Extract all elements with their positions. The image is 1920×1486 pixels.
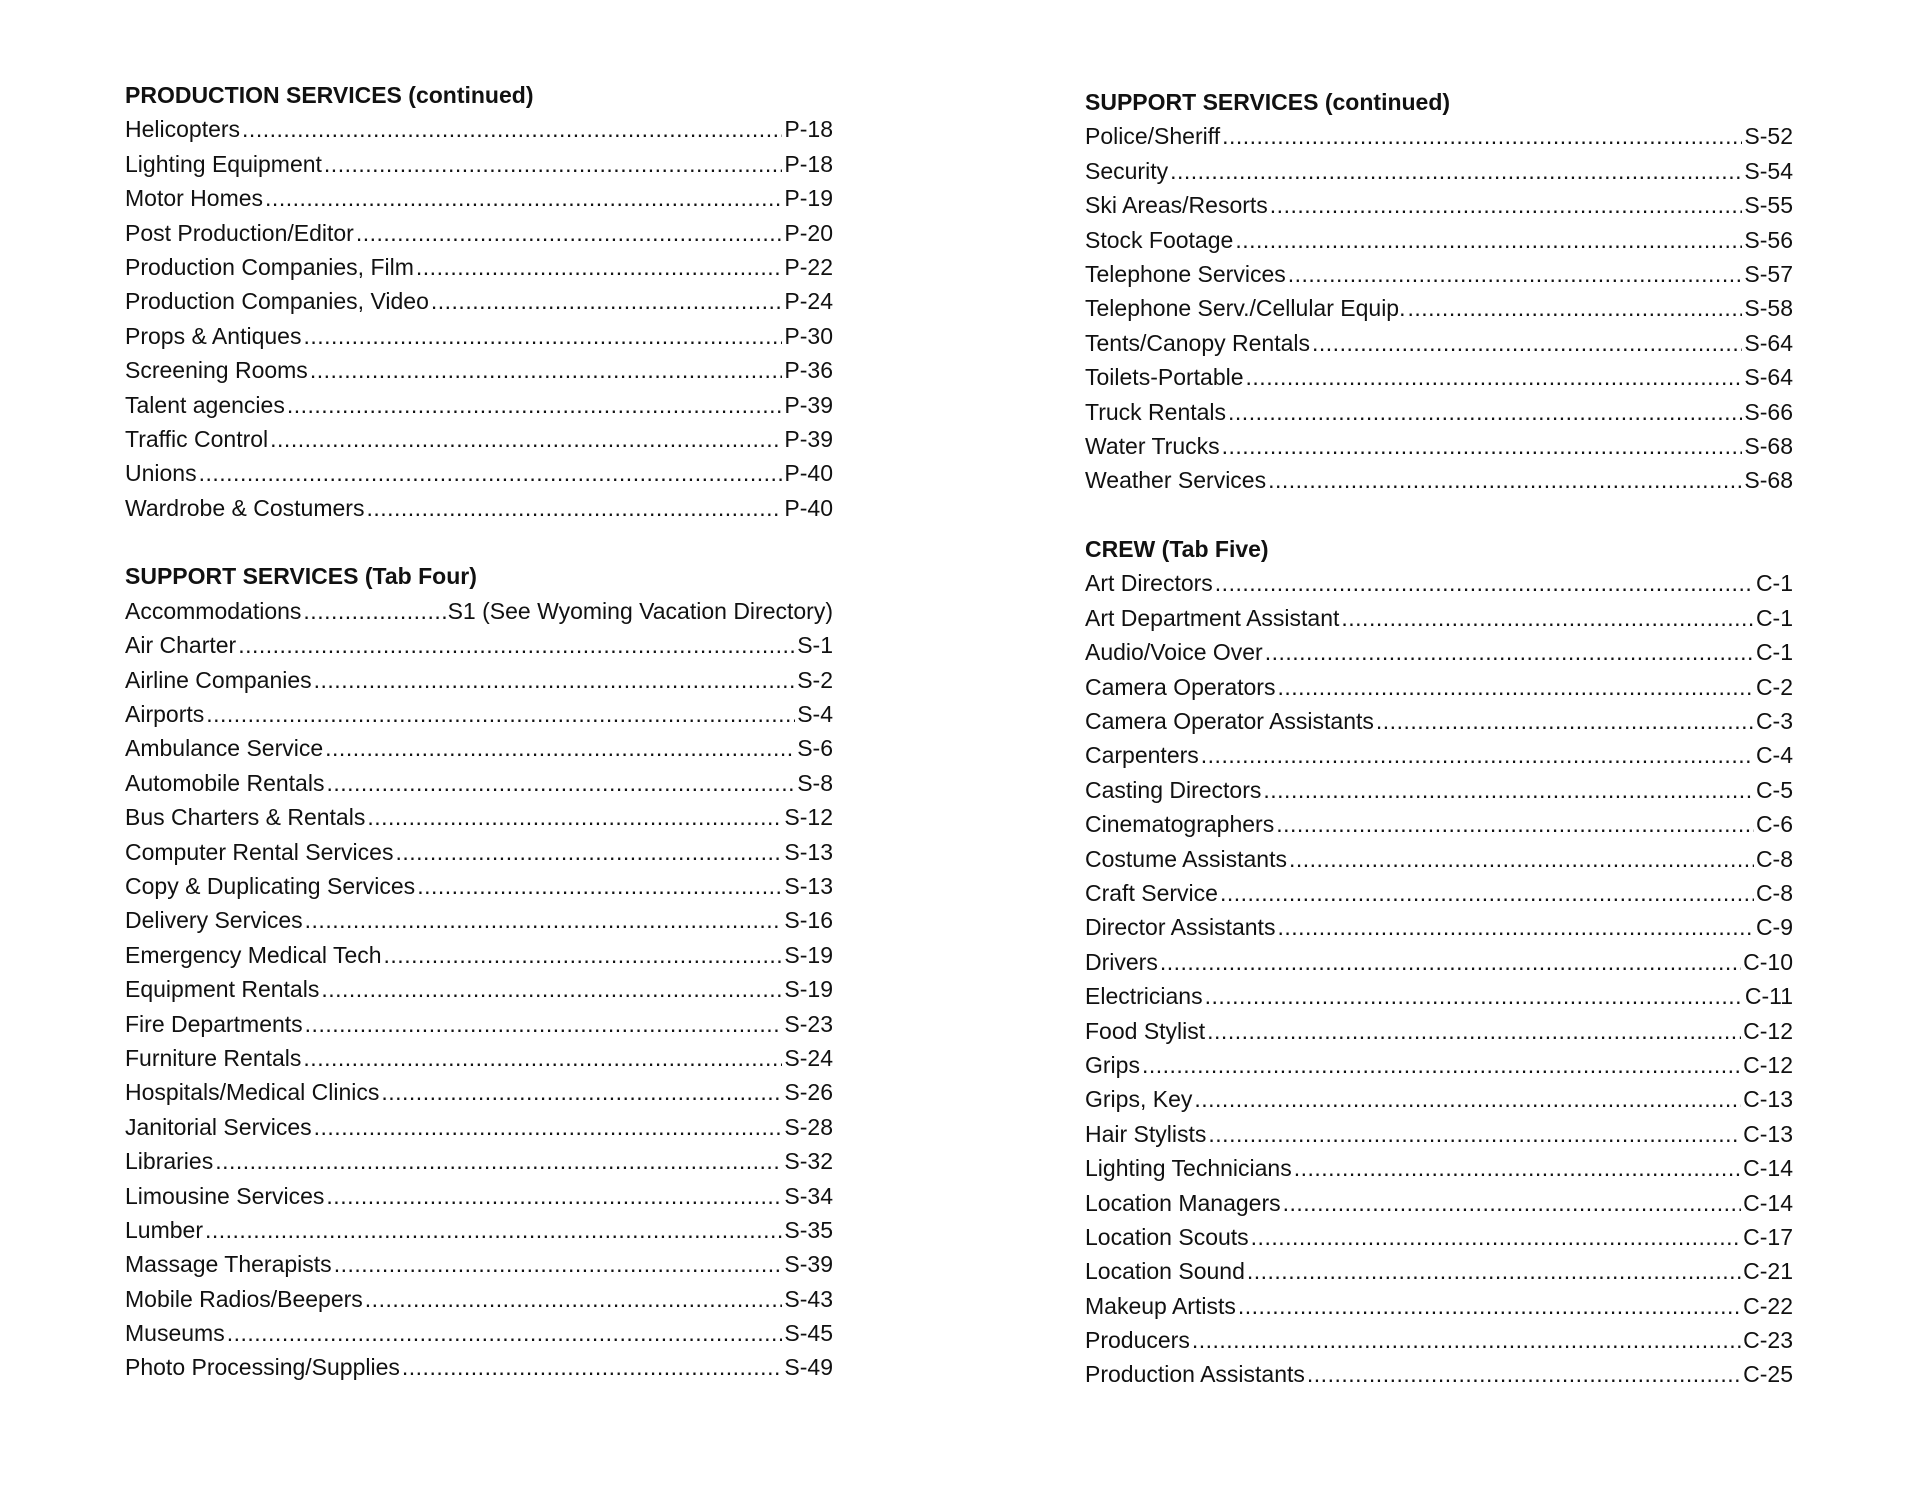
entry-label: Lighting Technicians: [1085, 1155, 1292, 1182]
dot-leader: [1222, 429, 1743, 463]
directory-entry: [1085, 842, 1793, 876]
dot-leader: [334, 1247, 783, 1281]
dot-leader: [199, 456, 783, 490]
entry-page-ref: S-49: [784, 1354, 833, 1381]
entry-page-ref: C-25: [1743, 1361, 1793, 1388]
entry-label: Truck Rentals: [1085, 398, 1227, 425]
directory-entry: [125, 1075, 833, 1109]
directory-entry: [125, 628, 833, 662]
entry-label: Fire Departments: [125, 1010, 303, 1037]
section-heading: SUPPORT SERVICES (continued): [1085, 89, 1451, 115]
entry-page-ref: C-14: [1743, 1189, 1793, 1216]
directory-section: [125, 559, 833, 1384]
directory-entry: [125, 353, 833, 387]
entry-page-ref: C-4: [1755, 742, 1793, 769]
directory-entry: [125, 697, 833, 731]
entry-label: Libraries: [125, 1148, 214, 1175]
dot-leader: [303, 319, 782, 353]
directory-entry: [125, 835, 833, 869]
entry-label: Furniture Rentals: [125, 1044, 302, 1071]
entry-page-ref: C-14: [1743, 1155, 1793, 1182]
entry-label: Telephone Serv./Cellular Equip.: [1085, 295, 1406, 322]
directory-entry: [1085, 1289, 1793, 1323]
directory-entry: [1085, 188, 1793, 222]
directory-entry: [125, 284, 833, 318]
dot-leader: [417, 869, 782, 903]
entry-page-ref: S-2: [797, 666, 833, 693]
entry-page-ref: S-16: [784, 907, 833, 934]
directory-entry: [1085, 1220, 1793, 1254]
entry-label: Director Assistants: [1085, 914, 1276, 941]
entry-page-ref: S-28: [784, 1113, 833, 1140]
entry-page-ref: S-66: [1744, 398, 1793, 425]
directory-entry: [1085, 670, 1793, 704]
dot-leader: [314, 1110, 783, 1144]
dot-leader: [367, 800, 782, 834]
dot-leader: [265, 181, 782, 215]
dot-leader: [1270, 188, 1743, 222]
entry-page-ref: P-40: [784, 460, 833, 487]
entry-label: Cinematographers: [1085, 811, 1275, 838]
directory-entry: [125, 903, 833, 937]
dot-leader: [305, 1007, 783, 1041]
dot-leader: [270, 422, 782, 456]
entry-label: Electricians: [1085, 983, 1203, 1010]
directory-entry: [1085, 566, 1793, 600]
dot-leader: [1192, 1323, 1741, 1357]
entry-page-ref: P-20: [784, 219, 833, 246]
dot-leader: [1215, 566, 1754, 600]
dot-leader: [303, 594, 445, 628]
entry-page-ref: S-64: [1744, 329, 1793, 356]
dot-leader: [1251, 1220, 1741, 1254]
entry-label: Photo Processing/Supplies: [125, 1354, 400, 1381]
entry-label: Bus Charters & Rentals: [125, 804, 366, 831]
entry-label: Camera Operator Assistants: [1085, 708, 1374, 735]
entry-label: Costume Assistants: [1085, 845, 1287, 872]
dot-leader: [215, 1144, 782, 1178]
dot-leader: [431, 284, 783, 318]
entry-page-ref: S-8: [797, 769, 833, 796]
entry-page-ref: C-13: [1743, 1120, 1793, 1147]
directory-entry: [125, 181, 833, 215]
dot-leader: [1263, 773, 1754, 807]
entry-label: Automobile Rentals: [125, 769, 325, 796]
directory-entry: [1085, 1151, 1793, 1185]
directory-entry: [125, 1282, 833, 1316]
entry-label: Weather Services: [1085, 467, 1267, 494]
directory-entry: [125, 112, 833, 146]
directory-entry: [1085, 1048, 1793, 1082]
dot-leader: [1341, 601, 1754, 635]
entry-label: Museums: [125, 1320, 225, 1347]
dot-leader: [1170, 154, 1742, 188]
entry-page-ref: S-35: [784, 1216, 833, 1243]
directory-entry: [1085, 1082, 1793, 1116]
entry-label: Security: [1085, 157, 1169, 184]
entry-label: Carpenters: [1085, 742, 1199, 769]
entry-page-ref: S-68: [1744, 432, 1793, 459]
directory-entry: [1085, 257, 1793, 291]
directory-entry: [125, 972, 833, 1006]
entry-page-ref: P-40: [784, 494, 833, 521]
entry-label: Wardrobe & Costumers: [125, 494, 365, 521]
directory-entry: [1085, 119, 1793, 153]
dot-leader: [1208, 1117, 1741, 1151]
dot-leader: [1289, 842, 1754, 876]
directory-entry: [1085, 910, 1793, 944]
entry-page-ref: C-1: [1755, 639, 1793, 666]
directory-entry: [125, 1110, 833, 1144]
directory-entry: [1085, 326, 1793, 360]
directory-entry: [125, 491, 833, 525]
entry-page-ref: P-18: [784, 150, 833, 177]
dot-leader: [1407, 291, 1742, 325]
dot-leader: [395, 835, 782, 869]
entry-page-ref: S-32: [784, 1148, 833, 1175]
dot-leader: [1194, 1082, 1741, 1116]
directory-entry: [125, 388, 833, 422]
entry-label: Copy & Duplicating Services: [125, 872, 416, 899]
directory-entry: [1085, 429, 1793, 463]
entry-label: Limousine Services: [125, 1182, 325, 1209]
entry-label: Food Stylist: [1085, 1017, 1206, 1044]
entry-page-ref: S-19: [784, 976, 833, 1003]
entry-label: Airports: [125, 701, 205, 728]
section-heading: CREW (Tab Five): [1085, 536, 1269, 563]
entry-page-ref: S-58: [1744, 295, 1793, 322]
entry-label: Airline Companies: [125, 666, 312, 693]
dot-leader: [1228, 395, 1742, 429]
directory-entry: [1085, 807, 1793, 841]
directory-entry: [125, 422, 833, 456]
entry-label: Tents/Canopy Rentals: [1085, 329, 1311, 356]
entry-label: Air Charter: [125, 632, 237, 659]
dot-leader: [1307, 1357, 1741, 1391]
dot-leader: [1277, 910, 1753, 944]
dot-leader: [1277, 670, 1753, 704]
entry-label: Location Managers: [1085, 1189, 1281, 1216]
directory-entry: [1085, 704, 1793, 738]
entry-page-ref: S-64: [1744, 364, 1793, 391]
dot-leader: [321, 972, 782, 1006]
directory-entry: [1085, 463, 1793, 497]
entry-page-ref: P-30: [784, 322, 833, 349]
dot-leader: [1201, 738, 1754, 772]
section-heading: SUPPORT SERVICES (Tab Four): [125, 563, 477, 590]
entry-label: Casting Directors: [1085, 776, 1262, 803]
section-heading: PRODUCTION SERVICES (continued): [125, 82, 534, 108]
dot-leader: [1222, 119, 1742, 153]
entry-label: Camera Operators: [1085, 673, 1276, 700]
dot-leader: [1294, 1151, 1741, 1185]
entry-label: Janitorial Services: [125, 1113, 312, 1140]
entry-label: Location Sound: [1085, 1258, 1245, 1285]
entry-label: Water Trucks: [1085, 432, 1220, 459]
directory-entry: [125, 216, 833, 250]
entry-label: Screening Rooms: [125, 357, 308, 384]
dot-leader: [1288, 257, 1743, 291]
entry-label: Telephone Services: [1085, 260, 1286, 287]
entry-page-ref: S-13: [784, 872, 833, 899]
entry-label: Accommodations: [125, 597, 302, 624]
entry-label: Production Companies, Video: [125, 288, 429, 315]
entry-page-ref: C-5: [1755, 776, 1793, 803]
dot-leader: [205, 1213, 782, 1247]
entry-label: Grips, Key: [1085, 1086, 1193, 1113]
entry-page-ref: P-22: [784, 253, 833, 280]
directory-entry: [1085, 360, 1793, 394]
dot-leader: [1160, 945, 1741, 979]
entry-page-ref: C-12: [1743, 1051, 1793, 1078]
directory-entry: [125, 456, 833, 490]
entry-label: Ambulance Service: [125, 735, 324, 762]
entry-label: Makeup Artists: [1085, 1292, 1236, 1319]
entry-label: Art Department Assistant: [1085, 604, 1340, 631]
entry-page-ref: S-55: [1744, 192, 1793, 219]
dot-leader: [206, 697, 795, 731]
dot-leader: [1142, 1048, 1741, 1082]
entry-label: Emergency Medical Tech: [125, 941, 382, 968]
directory-entry: [1085, 223, 1793, 257]
directory-entry: [125, 147, 833, 181]
directory-entry: [125, 1213, 833, 1247]
entry-label: Production Companies, Film: [125, 253, 414, 280]
entry-label: Equipment Rentals: [125, 976, 320, 1003]
directory-entry: [1085, 635, 1793, 669]
dot-leader: [356, 216, 783, 250]
directory-entry: [1085, 1186, 1793, 1220]
dot-leader: [326, 766, 795, 800]
entry-label: Hair Stylists: [1085, 1120, 1207, 1147]
entry-page-ref: C-6: [1755, 811, 1793, 838]
entry-label: Craft Service: [1085, 879, 1218, 906]
dot-leader: [1220, 876, 1754, 910]
directory-section: [125, 78, 833, 525]
entry-page-ref: C-13: [1743, 1086, 1793, 1113]
directory-section: [1085, 532, 1793, 1392]
dot-leader: [303, 1041, 782, 1075]
dot-leader: [384, 938, 783, 972]
entry-label: Ski Areas/Resorts: [1085, 192, 1268, 219]
entry-page-ref: S-43: [784, 1285, 833, 1312]
entry-page-ref: S-34: [784, 1182, 833, 1209]
dot-leader: [1246, 360, 1743, 394]
directory-entry: [125, 594, 833, 628]
entry-page-ref: C-11: [1744, 983, 1793, 1010]
directory-entry: [1085, 1254, 1793, 1288]
entry-label: Talent agencies: [125, 391, 285, 418]
entry-page-ref: C-21: [1743, 1258, 1793, 1285]
entry-page-ref: C-9: [1755, 914, 1793, 941]
dot-leader: [287, 388, 783, 422]
dot-leader: [402, 1350, 783, 1384]
dot-leader: [314, 663, 796, 697]
entry-page-ref: S-45: [784, 1320, 833, 1347]
directory-entry: [1085, 1014, 1793, 1048]
directory-entry: [1085, 291, 1793, 325]
directory-entry: [125, 250, 833, 284]
dot-leader: [1205, 979, 1743, 1013]
entry-label: Post Production/Editor: [125, 219, 354, 246]
entry-label: Lighting Equipment: [125, 150, 322, 177]
entry-label: Producers: [1085, 1327, 1190, 1354]
entry-label: Art Directors: [1085, 570, 1213, 597]
entry-page-ref: P-39: [784, 425, 833, 452]
entry-label: Stock Footage: [1085, 226, 1234, 253]
entry-page-ref: C-12: [1743, 1017, 1793, 1044]
entry-page-ref: C-2: [1755, 673, 1793, 700]
dot-leader: [326, 1179, 782, 1213]
entry-label: Location Scouts: [1085, 1223, 1249, 1250]
dot-leader: [1207, 1014, 1741, 1048]
directory-entry: [1085, 1323, 1793, 1357]
entry-label: Lumber: [125, 1216, 203, 1243]
dot-leader: [1276, 807, 1754, 841]
directory-entry: [125, 731, 833, 765]
entry-page-ref: S-39: [784, 1251, 833, 1278]
directory-entry: [125, 1144, 833, 1178]
dot-leader: [416, 250, 783, 284]
entry-label: Delivery Services: [125, 907, 303, 934]
dot-leader: [305, 903, 783, 937]
dot-leader: [1265, 635, 1754, 669]
dot-leader: [1247, 1254, 1741, 1288]
dot-leader: [1283, 1186, 1742, 1220]
entry-page-ref: C-3: [1755, 708, 1793, 735]
entry-page-ref: P-18: [784, 116, 833, 143]
directory-entry: [1085, 876, 1793, 910]
dot-leader: [381, 1075, 782, 1109]
directory-entry: [125, 800, 833, 834]
dot-leader: [365, 1282, 783, 1316]
dot-leader: [324, 147, 782, 181]
entry-label: Mobile Radios/Beepers: [125, 1285, 363, 1312]
entry-label: Drivers: [1085, 948, 1158, 975]
dot-leader: [1312, 326, 1742, 360]
entry-label: Props & Antiques: [125, 322, 302, 349]
entry-label: Helicopters: [125, 116, 241, 143]
directory-entry: [125, 938, 833, 972]
directory-entry: [1085, 601, 1793, 635]
directory-entry: [1085, 979, 1793, 1013]
entry-page-ref: S-13: [784, 838, 833, 865]
entry-page-ref: S-23: [784, 1010, 833, 1037]
entry-page-ref: C-10: [1743, 948, 1793, 975]
entry-page-ref: P-36: [784, 357, 833, 384]
directory-entry: [1085, 945, 1793, 979]
directory-entry: [125, 663, 833, 697]
entry-page-ref: C-1: [1755, 604, 1793, 631]
left-column: [125, 78, 833, 1385]
dot-leader: [1238, 1289, 1741, 1323]
directory-entry: [125, 1007, 833, 1041]
directory-entry: [125, 319, 833, 353]
entry-page-ref: S-1: [797, 632, 833, 659]
dot-leader: [366, 491, 782, 525]
dot-leader: [238, 628, 795, 662]
entry-page-ref: S-68: [1744, 467, 1793, 494]
entry-label: Unions: [125, 460, 197, 487]
right-column: [1085, 85, 1793, 1392]
entry-page-ref: S-6: [797, 735, 833, 762]
entry-page-ref: S-56: [1744, 226, 1793, 253]
dot-leader: [1268, 463, 1742, 497]
entry-page-ref: C-8: [1755, 845, 1793, 872]
entry-page-ref: C-23: [1743, 1327, 1793, 1354]
dot-leader: [325, 731, 795, 765]
entry-page-ref: C-17: [1743, 1223, 1793, 1250]
entry-page-ref: S-52: [1744, 123, 1793, 150]
entry-label: Police/Sheriff: [1085, 123, 1221, 150]
entry-page-ref: S-19: [784, 941, 833, 968]
entry-page-ref: S-54: [1744, 157, 1793, 184]
entry-label: Production Assistants: [1085, 1361, 1305, 1388]
entry-label: Motor Homes: [125, 185, 264, 212]
directory-entry: [1085, 1117, 1793, 1151]
directory-entry: [125, 1316, 833, 1350]
directory-entry: [125, 1350, 833, 1384]
directory-entry: [1085, 1357, 1793, 1391]
directory-section: [1085, 85, 1793, 498]
entry-label: Audio/Voice Over: [1085, 639, 1263, 666]
entry-label: Toilets-Portable: [1085, 364, 1244, 391]
entry-page-ref: S-26: [784, 1079, 833, 1106]
entry-label: Traffic Control: [125, 425, 269, 452]
directory-entry: [1085, 154, 1793, 188]
entry-page-ref: P-24: [784, 288, 833, 315]
directory-entry: [1085, 395, 1793, 429]
entry-page-ref: P-39: [784, 391, 833, 418]
entry-page-ref: S-24: [784, 1044, 833, 1071]
directory-entry: [125, 1179, 833, 1213]
directory-entry: [1085, 773, 1793, 807]
directory-entry: [125, 1247, 833, 1281]
entry-page-ref: S-57: [1744, 260, 1793, 287]
entry-page-ref: S1 (See Wyoming Vacation Directory): [447, 597, 833, 624]
entry-label: Massage Therapists: [125, 1251, 332, 1278]
entry-label: Hospitals/Medical Clinics: [125, 1079, 380, 1106]
dot-leader: [242, 112, 782, 146]
dot-leader: [1376, 704, 1754, 738]
entry-page-ref: S-4: [797, 701, 833, 728]
entry-page-ref: C-1: [1755, 570, 1793, 597]
entry-label: Computer Rental Services: [125, 838, 394, 865]
dot-leader: [1235, 223, 1742, 257]
directory-entry: [125, 766, 833, 800]
entry-page-ref: C-8: [1755, 879, 1793, 906]
entry-page-ref: S-12: [784, 804, 833, 831]
entry-page-ref: P-19: [784, 185, 833, 212]
directory-entry: [1085, 738, 1793, 772]
dot-leader: [227, 1316, 783, 1350]
dot-leader: [310, 353, 783, 387]
directory-entry: [125, 869, 833, 903]
directory-entry: [125, 1041, 833, 1075]
entry-page-ref: C-22: [1743, 1292, 1793, 1319]
entry-label: Grips: [1085, 1051, 1140, 1078]
